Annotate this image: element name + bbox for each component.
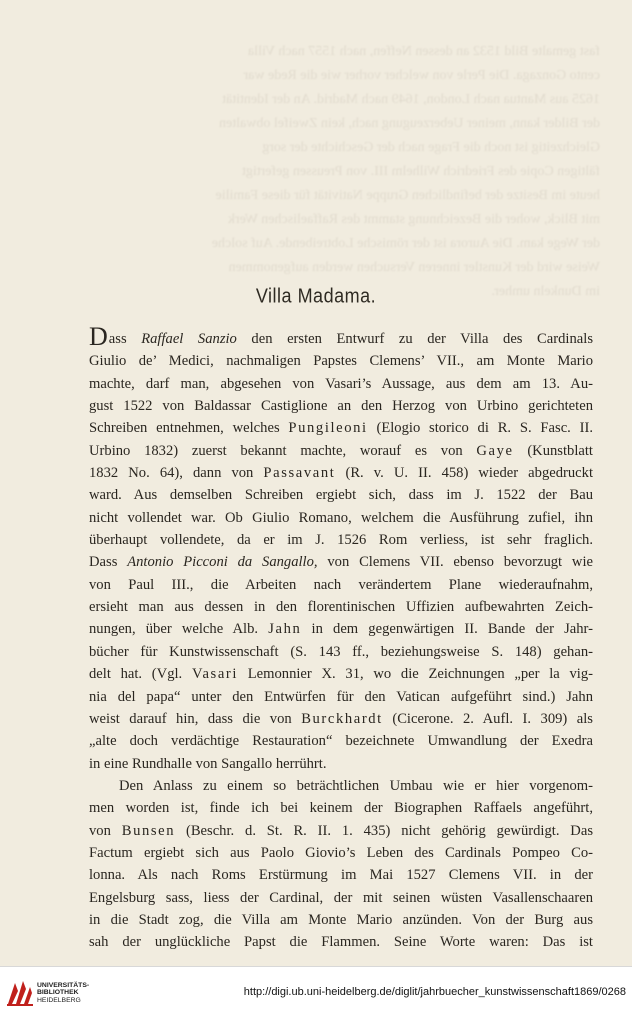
text-segment: in dem gegenwärtigen II. Bande der Jahr- <box>301 621 593 638</box>
text-segment: bücher für Kunstwissenschaft (S. 143 ff., beziehungsweise S. 148) gehan- <box>89 643 593 660</box>
text-line <box>89 775 593 797</box>
text-segment: von Paul III., die Arbeiten nach verändertem Plane wiederaufnahm, <box>89 576 593 593</box>
text-line <box>89 373 593 395</box>
text-line <box>89 484 593 506</box>
spaced-name: Vasari <box>191 666 239 683</box>
text-segment: ersieht man aus dessen in den florentinischen Uffizien aufbewahrten Zeich- <box>89 599 593 616</box>
text-line <box>89 864 593 886</box>
text-line <box>89 551 593 573</box>
drop-cap: D <box>89 322 108 351</box>
spaced-name: Pungileoni <box>288 420 368 437</box>
footer-bar <box>0 966 632 1018</box>
text-line <box>89 529 593 551</box>
text-line <box>89 842 593 864</box>
text-line <box>89 417 593 439</box>
library-line-1: UNIVERSITÄTS- <box>37 982 90 989</box>
text-line <box>89 462 593 484</box>
text-line <box>89 618 593 640</box>
spaced-name: Bunsen <box>121 822 176 839</box>
library-line-3: HEIDELBERG <box>37 996 81 1004</box>
library-line-2: BIBLIOTHEK <box>37 989 79 997</box>
text-segment: überhaupt vollendete, da er im J. 1526 Rom verliess, ist sehr fraglich. <box>89 532 593 549</box>
text-segment: Factum ergiebt sich aus Paolo Giovio’s Leben des Cardinals Pompeo Co- <box>89 844 593 861</box>
text-line <box>89 322 593 351</box>
body-text <box>89 322 594 954</box>
text-segment: Schreiben entnehmen, welches <box>89 420 289 437</box>
text-segment: Giulio de’ Medici, nachmaligen Papstes Clemens’ VII., am Monte Mario <box>89 353 593 370</box>
heidelberg-university-library-logo-icon <box>6 977 34 1007</box>
text-line <box>89 708 593 730</box>
text-segment: (Elogio storico di R. S. Fasc. II. <box>367 420 593 437</box>
text-line <box>89 596 593 618</box>
source-url-link[interactable]: http://digi.ub.uni-heidelberg.de/diglit/jahrbuecher_kunstwissenschaft1869/0268 <box>243 986 626 998</box>
text-segment: in die Stadt zog, die Villa am Monte Mario anzünden. Von der Burg aus <box>89 911 593 928</box>
text-segment: von <box>89 822 122 839</box>
spaced-name: Gaye <box>476 442 514 459</box>
text-segment: nungen, über welche Alb. <box>89 621 269 638</box>
text-line <box>89 507 593 529</box>
text-line <box>89 797 593 819</box>
text-line <box>89 395 593 417</box>
text-line <box>89 753 593 775</box>
show-through-text: fast gemalte Bild 1532 an dessen Neffen, nach 1557 nach Villa cento Gonzaga. Die Perle von welcher vorher wie die Rede war 1625 aus Mantua nach London, 1649 nach Madrid. An der Identität der Bilder kann, meiner Ueberzeugung nach, kein Zweifel obwalten Gleichzeitig ist noch die Frage nach der Geschichte der sorg fältigen Copie des Friedrich Wilhelm III. von Preussen gefertigt heute im Besitze der befindlichen Gruppe Nativität für diese Familie mit Blick, woher die Bezeichnung stammt des Raffaelischen Werk der Wege kam. Die Aurora ist der römische Lobtreibende. Auf solche Weise wird der Kunstler inneren Versuchen werden aufgenommen im Dunkeln umher. <box>211 44 600 299</box>
text-segment: weist darauf hin, dass die von <box>89 710 302 727</box>
text-segment: Urbino 1832) zuerst bekannt machte, worauf es von <box>89 442 477 459</box>
text-line <box>89 574 593 596</box>
text-segment: (Kunstblatt <box>513 442 593 459</box>
text-segment: Engelsburg sass, liess der Cardinal, der mit seinen wüsten Vasallenschaaren <box>89 889 593 906</box>
spaced-name: Passavant <box>263 465 336 482</box>
text-segment: ass <box>108 331 142 347</box>
text-segment: nicht vollendet war. Ob Giulio Romano, welchem die Ausführung zufiel, ihn <box>89 509 593 526</box>
library-name <box>37 982 89 1004</box>
text-segment: Den Anlass zu einem so beträchtlichen Umbau wie er hier vorgenom- <box>119 777 593 794</box>
text-line <box>89 440 593 462</box>
text-line <box>89 887 593 909</box>
text-line <box>89 663 593 685</box>
spaced-name: Burckhardt <box>301 710 383 727</box>
text-segment: gust 1522 von Baldassar Castiglione an den Herzog von Urbino gerichteten <box>89 398 593 415</box>
text-segment: lonna. Als nach Roms Erstürmung im Mai 1527 Clemens VII. in der <box>89 867 593 884</box>
text-segment: nia del papa“ unter den Entwürfen für den Vatican aufgeführt sind.) Jahn <box>89 688 593 705</box>
text-segment: (R. v. U. II. 458) wieder abgedruckt <box>335 465 594 482</box>
text-segment: von Clemens VII. ebenso bevorzugt wie <box>317 554 593 571</box>
text-segment: ward. Aus demselben Schreiben ergiebt sich, dass im J. 1522 der Bau <box>89 487 593 504</box>
text-segment: Dass <box>89 554 128 571</box>
text-segment: 1832 No. 64), dann von <box>89 465 264 482</box>
text-segment: men worden ist, finde ich bei keinem der Biographen Raffaels angeführt, <box>89 800 593 817</box>
text-line <box>89 909 593 931</box>
text-line <box>89 820 593 842</box>
spaced-name: Jahn <box>268 621 302 638</box>
text-line <box>89 350 593 372</box>
text-line <box>89 641 593 663</box>
text-segment: Lemonnier X. 31, wo die Zeichnungen „per la vig- <box>238 666 593 683</box>
text-segment: in eine Rundhalle von Sangallo herrührt. <box>89 755 327 772</box>
text-line <box>89 686 593 708</box>
text-segment: „alte doch verdächtige Restauration“ bezeichnete Umwandlung der Exedra <box>89 733 593 750</box>
italic-text: Raffael Sanzio <box>141 331 237 347</box>
text-segment: (Cicerone. 2. Aufl. I. 309) als <box>382 710 593 727</box>
text-line <box>89 931 593 953</box>
text-segment: sah der unglückliche Papst die Flammen. Seine Worte waren: Das ist <box>89 934 593 951</box>
italic-text: Antonio Picconi da Sangallo, <box>127 554 318 571</box>
section-title: Villa Madama. <box>255 284 377 308</box>
text-line <box>89 730 593 752</box>
text-segment: machte, darf man, abgesehen von Vasari’s Aussage, aus dem am 13. Au- <box>89 375 593 392</box>
text-segment: den ersten Entwurf zu der Villa des Cardinals <box>236 331 593 347</box>
text-segment: delt hat. (Vgl. <box>89 666 192 683</box>
text-segment: (Beschr. d. St. R. II. 1. 435) nicht gehörig gewürdigt. Das <box>175 822 593 839</box>
